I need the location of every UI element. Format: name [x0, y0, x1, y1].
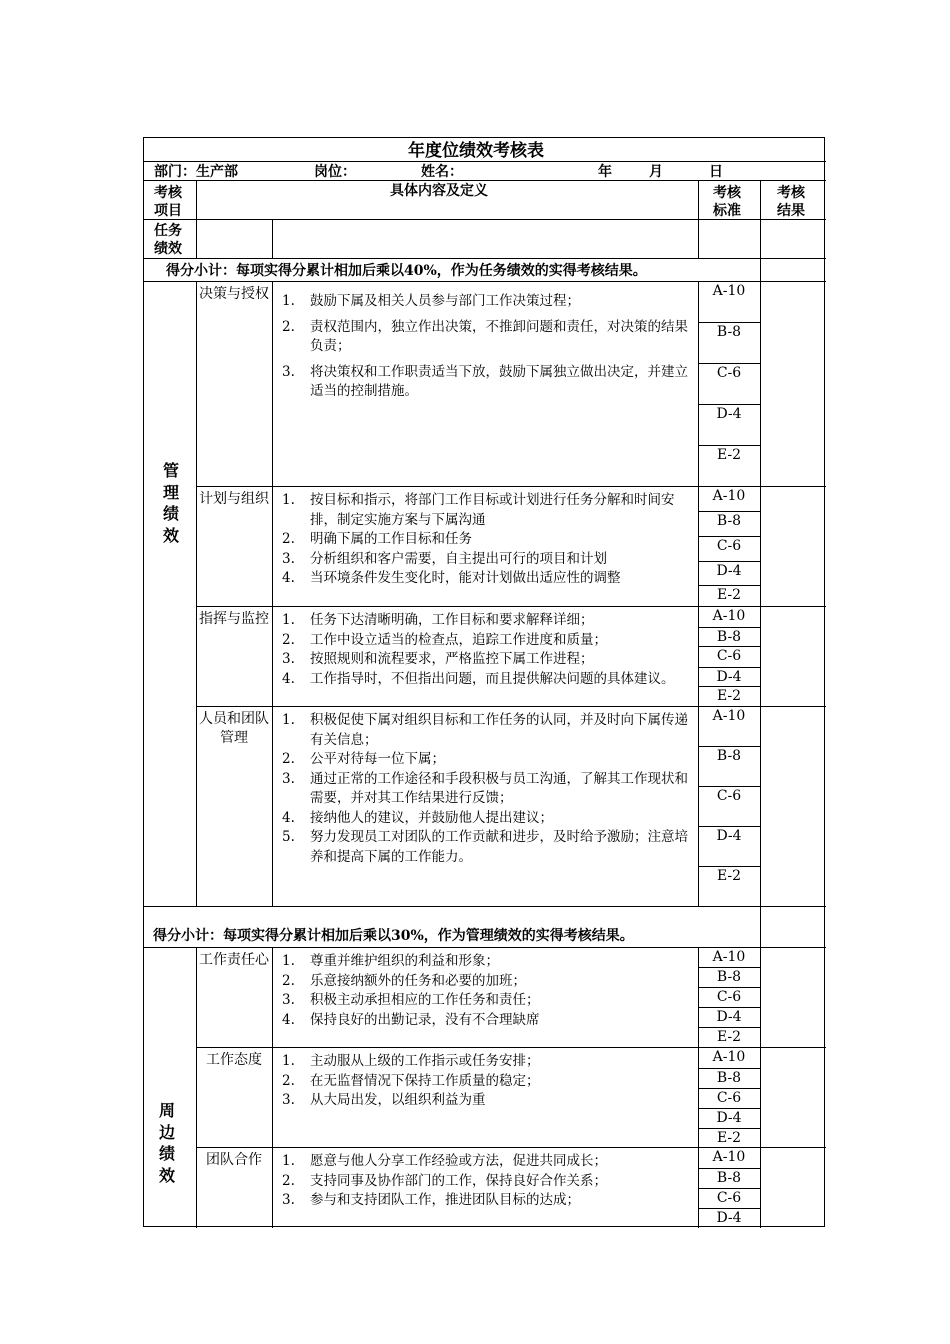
grade-cell: E-2: [716, 1029, 742, 1045]
item-number: 3.: [282, 550, 295, 567]
item-number: 4.: [282, 570, 295, 587]
grade-cell: B-8: [716, 748, 742, 764]
item-number: 2.: [282, 1172, 295, 1189]
grid-line: [196, 180, 197, 258]
criteria-item: [282, 711, 692, 750]
item-text: 愿意与他人分享工作经验或方法，促进共同成长；: [310, 1153, 607, 1169]
criteria-item: [282, 952, 692, 972]
item-number: 2.: [282, 531, 295, 548]
grid-line: [698, 1208, 760, 1209]
grid-line: [698, 786, 760, 787]
grid-line: [698, 866, 760, 867]
grid-line: [144, 258, 826, 259]
grid-line: [698, 404, 760, 405]
header-result: 考核结果: [777, 185, 805, 220]
criteria-item: [282, 550, 692, 570]
grid-line: [698, 180, 699, 258]
grid-line: [698, 826, 760, 827]
item-number: 2.: [282, 751, 295, 768]
grade-cell: B-8: [716, 969, 742, 985]
grade-cell: E-2: [716, 1130, 742, 1146]
grade-cell: B-8: [716, 1170, 742, 1186]
grid-line: [698, 1168, 760, 1169]
grid-line: [144, 180, 826, 181]
item-text: 主动服从上级的工作指示或任务安排；: [310, 1053, 540, 1069]
item-text: 责权范围内，独立作出决策，不推卸问题和责任，对决策的结果负责；: [310, 318, 688, 355]
grid-line: [698, 1188, 760, 1189]
item-text: 鼓励下属及相关人员参与部门工作决策过程；: [310, 293, 580, 309]
criteria-item: [282, 1072, 692, 1092]
grid-line: [196, 1047, 826, 1048]
header-content: 具体内容及定义: [390, 183, 488, 199]
grid-line: [698, 746, 760, 747]
item-text: 工作中设立适当的检查点，追踪工作进度和质量；: [310, 631, 607, 648]
header-standard: 考核标准: [713, 185, 741, 220]
item-text: 支持同事及协作部门的工作，保持良好合作关系；: [310, 1172, 607, 1189]
grade-cell: D-4: [716, 1009, 742, 1025]
grid-line: [760, 947, 761, 1228]
item-text: 工作指导时，不但指出问题，而且提供解决问题的具体建议。: [310, 670, 675, 687]
grade-cell: D-4: [716, 828, 742, 844]
item-number: 3.: [282, 1092, 295, 1109]
criteria-item: [282, 650, 692, 670]
grade-cell: C-6: [716, 1190, 742, 1206]
peri-section-name: 工作责任心: [199, 952, 269, 968]
grade-cell: B-8: [716, 1070, 742, 1086]
grade-cell: A-10: [712, 1049, 746, 1065]
item-number: 2.: [282, 318, 295, 335]
criteria-item: [282, 491, 692, 530]
grade-cell: A-10: [712, 949, 746, 965]
grid-line: [698, 686, 760, 687]
item-text: 乐意接纳额外的任务和必要的加班；: [310, 972, 526, 989]
item-number: 1.: [282, 1053, 295, 1069]
form-title: 年度位绩效考核表: [408, 141, 544, 161]
item-number: 1.: [282, 1153, 295, 1169]
criteria-item: [282, 809, 692, 829]
item-number: 2.: [282, 972, 295, 989]
grade-cell: C-6: [716, 788, 742, 804]
item-text: 通过正常的工作途径和手段积极与员工沟通，了解其工作现状和需要，并对其工作结果进行反馈；: [310, 770, 688, 807]
grid-line: [698, 987, 760, 988]
grid-line: [698, 1007, 760, 1008]
grid-line: [196, 486, 826, 487]
criteria-item: [282, 991, 692, 1011]
grid-line: [698, 322, 760, 323]
mgmt-section-name: 人员和团队管理: [199, 711, 269, 747]
grade-cell: A-10: [712, 608, 746, 624]
grade-cell: A-10: [712, 1149, 746, 1165]
grid-line: [144, 947, 826, 948]
item-text: 尊重并维护组织的利益和形象；: [310, 953, 499, 969]
grade-cell: C-6: [716, 989, 742, 1005]
grid-line: [272, 947, 273, 1228]
grid-line: [698, 1128, 760, 1129]
criteria-item: [282, 1152, 692, 1172]
grade-cell: B-8: [716, 324, 742, 340]
grid-line: [144, 281, 826, 282]
item-number: 4.: [282, 809, 295, 826]
grid-line: [760, 180, 761, 258]
grid-line: [698, 511, 760, 512]
item-number: 4.: [282, 670, 295, 687]
criteria-item: [282, 1052, 692, 1072]
item-text: 按目标和指示，将部门工作目标或计划进行任务分解和时间安排，制定实施方案与下属沟通: [310, 492, 675, 528]
grid-line: [698, 536, 760, 537]
day-label: 日: [709, 164, 723, 180]
grid-line: [272, 281, 273, 906]
task-subtotal-note: 得分小计：每项实得分累计相加后乘以40%，作为任务绩效的实得考核结果。: [166, 263, 647, 279]
item-number: 1.: [282, 492, 295, 508]
grid-line: [698, 627, 760, 628]
grid-line: [698, 561, 760, 562]
mgmt-section-name: 计划与组织: [199, 491, 269, 507]
item-text: 保持良好的出勤记录，没有不合理缺席: [310, 1011, 540, 1028]
grade-cell: D-4: [716, 406, 742, 422]
item-text: 积极主动承担相应的工作任务和责任；: [310, 992, 540, 1009]
criteria-item: [282, 569, 692, 589]
item-text: 积极促使下属对组织目标和工作任务的认同，并及时向下属传递有关信息；: [310, 712, 688, 748]
item-text: 分析组织和客户需要，自主提出可行的项目和计划: [310, 550, 607, 567]
grid-line: [760, 258, 761, 281]
grade-cell: D-4: [716, 1110, 742, 1126]
item-text: 努力发现员工对团队的工作贡献和进步，及时给予激励；注意培养和提高下属的工作能力。: [310, 829, 688, 865]
item-number: 3.: [282, 992, 295, 1009]
item-text: 接纳他人的建议，并鼓励他人提出建议；: [310, 809, 553, 826]
grid-line: [698, 1108, 760, 1109]
grid-line: [196, 1147, 826, 1148]
month-label: 月: [649, 164, 663, 180]
item-number: 2.: [282, 1072, 295, 1089]
grid-line: [698, 646, 760, 647]
peri-section-name: 工作态度: [206, 1052, 262, 1068]
item-text: 按照规则和流程要求，严格监控下属工作进程；: [310, 651, 594, 668]
criteria-item: [282, 750, 692, 770]
item-number: 2.: [282, 631, 295, 648]
criteria-item: [282, 292, 692, 312]
grade-cell: A-10: [712, 283, 746, 299]
grid-line: [144, 906, 826, 907]
grade-cell: C-6: [716, 648, 742, 664]
grade-cell: B-8: [716, 629, 742, 645]
grade-cell: C-6: [716, 538, 742, 554]
item-text: 在无监督情况下保持工作质量的稳定；: [310, 1072, 540, 1089]
position-label: 岗位：: [314, 164, 356, 180]
grid-line: [698, 967, 760, 968]
task-performance-label: 任务绩效: [154, 223, 182, 258]
year-label: 年: [598, 164, 612, 180]
criteria-item: [282, 972, 692, 992]
item-number: 1.: [282, 293, 295, 309]
grade-cell: E-2: [716, 447, 742, 463]
grade-cell: E-2: [716, 688, 742, 704]
grade-cell: C-6: [716, 365, 742, 381]
grid-line: [698, 445, 760, 446]
item-text: 从大局出发，以组织利益为重: [310, 1092, 486, 1109]
mgmt-section-name: 指挥与监控: [199, 611, 269, 627]
grade-cell: B-8: [716, 513, 742, 529]
grid-line: [760, 281, 761, 947]
grid-line: [698, 1027, 760, 1028]
mgmt-section-name: 决策与授权: [199, 286, 269, 302]
item-text: 参与和支持团队工作，推进团队目标的达成；: [310, 1192, 580, 1209]
item-text: 任务下达清晰明确，工作目标和要求解释详细；: [310, 612, 594, 628]
grade-cell: C-6: [716, 1090, 742, 1106]
criteria-item: [282, 318, 692, 357]
criteria-item: [282, 631, 692, 651]
item-number: 3.: [282, 363, 295, 380]
management-category-label: 管理绩效: [162, 461, 179, 545]
peri-section-name: 团队合作: [206, 1152, 262, 1168]
criteria-item: [282, 1172, 692, 1192]
grid-line: [196, 947, 197, 1228]
management-subtotal-note: 得分小计：每项实得分累计相加后乘以30%，作为管理绩效的实得考核结果。: [153, 928, 634, 944]
criteria-item: [282, 363, 692, 402]
criteria-item: [282, 770, 692, 809]
grade-cell: D-4: [716, 563, 742, 579]
item-number: 1.: [282, 612, 295, 628]
grid-line: [698, 667, 760, 668]
name-label: 姓名：: [421, 164, 463, 180]
item-text: 公平对待每一位下属；: [310, 751, 445, 768]
criteria-item: [282, 1091, 692, 1111]
grid-line: [698, 1068, 760, 1069]
grid-line: [196, 606, 826, 607]
grade-cell: A-10: [712, 488, 746, 504]
criteria-item: [282, 611, 692, 631]
grid-line: [698, 585, 760, 586]
grid-line: [196, 706, 826, 707]
grid-line: [196, 281, 197, 906]
grid-line: [698, 363, 760, 364]
grade-cell: A-10: [712, 708, 746, 724]
item-text: 将决策权和工作职责适当下放，鼓励下属独立做出决定，并建立适当的控制措施。: [310, 363, 688, 400]
item-number: 5.: [282, 829, 295, 846]
item-number: 4.: [282, 1011, 295, 1028]
item-number: 3.: [282, 1192, 295, 1209]
peripheral-category-label: 周边绩效: [158, 1101, 175, 1185]
grid-line: [698, 1088, 760, 1089]
item-number: 3.: [282, 651, 295, 668]
grid-line: [272, 219, 273, 258]
grid-line: [144, 161, 826, 162]
grade-cell: E-2: [716, 587, 742, 603]
criteria-item: [282, 1011, 692, 1031]
item-number: 1.: [282, 953, 295, 969]
grade-cell: D-4: [716, 1210, 742, 1226]
item-number: 3.: [282, 770, 295, 787]
grade-cell: E-2: [716, 868, 742, 884]
grade-cell: D-4: [716, 669, 742, 685]
criteria-item: [282, 530, 692, 550]
item-text: 明确下属的工作目标和任务: [310, 531, 472, 548]
criteria-item: [282, 670, 692, 690]
department-label: 部门：生产部: [154, 164, 238, 180]
item-number: 1.: [282, 712, 295, 728]
criteria-item: [282, 1191, 692, 1211]
header-item: 考核项目: [154, 185, 182, 220]
appraisal-form-table: [143, 137, 825, 1227]
item-text: 当环境条件发生变化时，能对计划做出适应性的调整: [310, 570, 621, 587]
criteria-item: [282, 828, 692, 867]
